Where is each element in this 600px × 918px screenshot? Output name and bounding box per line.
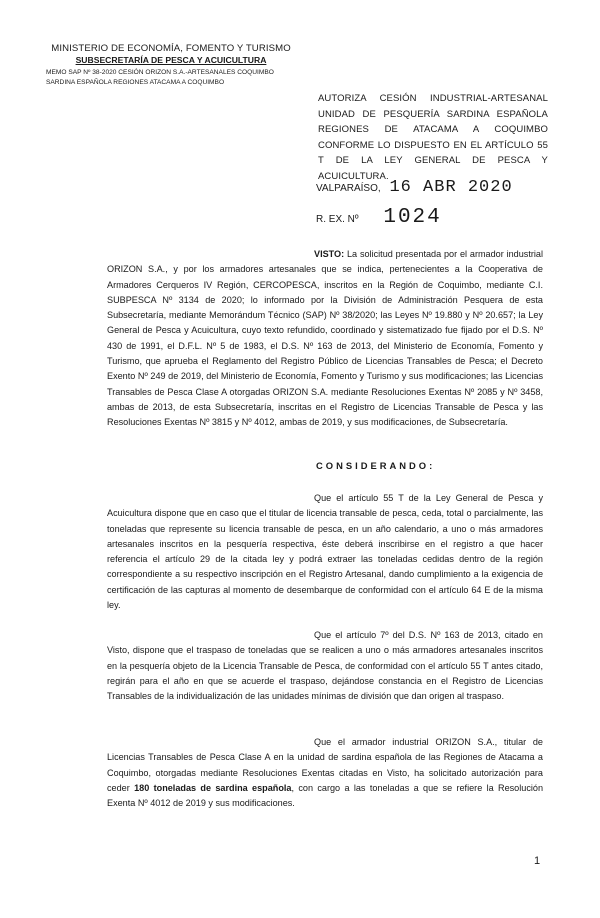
date-stamp: 16 ABR 2020 [389, 178, 513, 197]
paragraph-3-text-before: Que el armador industrial ORIZON S.A., titular de Licencias Transables de Pesca Clase A en la unidad de sardina española de las Regiones de Atacama a Coquimbo, otorgadas mediante Resoluciones Exentas citadas en Visto, ha solicitado autorización para ceder [107, 737, 543, 793]
considerando-heading: CONSIDERANDO: [316, 460, 436, 471]
subsecretaria-name: SUBSECRETARÍA DE PESCA Y ACUICULTURA [75, 55, 267, 65]
visto-paragraph [107, 247, 543, 431]
letterhead [46, 43, 296, 87]
considerando-paragraph-3 [107, 735, 543, 811]
considerando-paragraph-1 [107, 491, 543, 613]
paragraph-2-text: Que el artículo 7º del D.S. Nº 163 de 2013, citado en Visto, dispone que el traspaso de toneladas que se realicen a uno o más armadores artesanales inscritos en la pesquería objeto de la Licencia Transable de Pesca, de conformidad con el artículo 55 T antes citado, regirán para el año en que se acuerde el traspaso, dejándose constancia en el Registro de Licencias Transables de la individualización de las unidades mínimas de división que dan origen al traspaso. [107, 630, 543, 702]
memo-line-1: MEMO SAP Nº 38-2020 CESIÓN ORIZON S.A.-ARTESANALES COQUIMBO [46, 69, 274, 76]
ministry-name: MINISTERIO DE ECONOMÍA, FOMENTO Y TURISMO [51, 43, 291, 54]
city: VALPARAÍSO, [316, 183, 381, 194]
visto-text: La solicitud presentada por el armador industrial ORIZON S.A., y por los armadores artesanales que se indica, pertenecientes a la Cooperativa de Armadores Cerqueros IV Región, CERCOPESCA, inscritos en la Región de Coquimbo, mediante C.I. SUBPESCA Nº 3134 de 2020; lo informado por la División de Administración Pesquera de esta Subsecretaría, mediante Memorándum Técnico (SAP) Nº 38/2020; las Leyes Nº 19.880 y Nº 20.657; la Ley General de Pesca y Acuicultura, cuyo texto refundido, coordinado y sistematizado fue fijado por el D.S. Nº 430 de 1991, el D.F.L. Nº 5 de 1983, el D.S. Nº 163 de 2013, del Ministerio de Economía, Fomento y Turismo, que aprueba el Reglamento del Registro Público de Licencias Transables de Pesca; el Decreto Exento Nº 249 de 2019, del Ministerio de Economía, Fomento y Turismo y sus modificaciones; las Licencias Transables de Pesca Clase A otorgadas ORIZON S.A. mediante Resoluciones Exentas Nº 2085 y Nº 3458, ambas de 2013, de esta Subsecretaría, inscritas en el Registro de Licencias Transable de Pesca y las Resoluciones Exentas Nº 3815 y Nº 4012, ambas de 2019, y sus modificaciones, de Subsecretaría. [107, 249, 543, 428]
considerando-paragraph-2 [107, 628, 543, 704]
resolution-title: AUTORIZA CESIÓN INDUSTRIAL-ARTESANAL UNIDAD DE PESQUERÍA SARDINA ESPAÑOLA REGIONES DE ATACAMA A COQUIMBO CONFORME LO DISPUESTO EN EL ARTÍCULO 55 T DE LA LEY GENERAL DE PESCA Y ACUICULTURA. [318, 93, 548, 182]
paragraph-3-bold: 180 toneladas de sardina española [134, 782, 292, 793]
place-date [316, 178, 513, 197]
page-number: 1 [534, 855, 541, 867]
memo-reference [46, 68, 296, 87]
resolution-label: R. EX. Nº [316, 214, 359, 225]
paragraph-1-text: Que el artículo 55 T de la Ley General de Pesca y Acuicultura dispone que en caso que el titular de licencia transable de pesca, ceda, total o parcialmente, las toneladas que represente su licencia transable de pesca, en un año calendario, a uno o más armadores artesanales inscritos en la pesquería respectiva, éste deberá inscribirse en el registro a que hacer referencia el artículo 29 de la citada ley y podrá extraer las toneladas cedidas dentro de la región correspondiente a su respectivo inscripción en el Registro Artesanal, dando cumplimiento a la exigencia de certificación de las capturas al momento de desembarque de conformidad con el artículo 64 E de la misma ley. [107, 493, 543, 611]
resolution-number [316, 206, 442, 229]
paragraph-3-text-after: , con cargo a las toneladas a que se refiere la Resolución Exenta Nº 4012 de 2019 y sus modificaciones. [107, 782, 544, 809]
resolution-number-stamp: 1024 [383, 206, 442, 229]
memo-line-2: SARDINA ESPAÑOLA REGIONES ATACAMA A COQUIMBO [46, 78, 225, 86]
visto-lead: VISTO: [314, 249, 345, 259]
